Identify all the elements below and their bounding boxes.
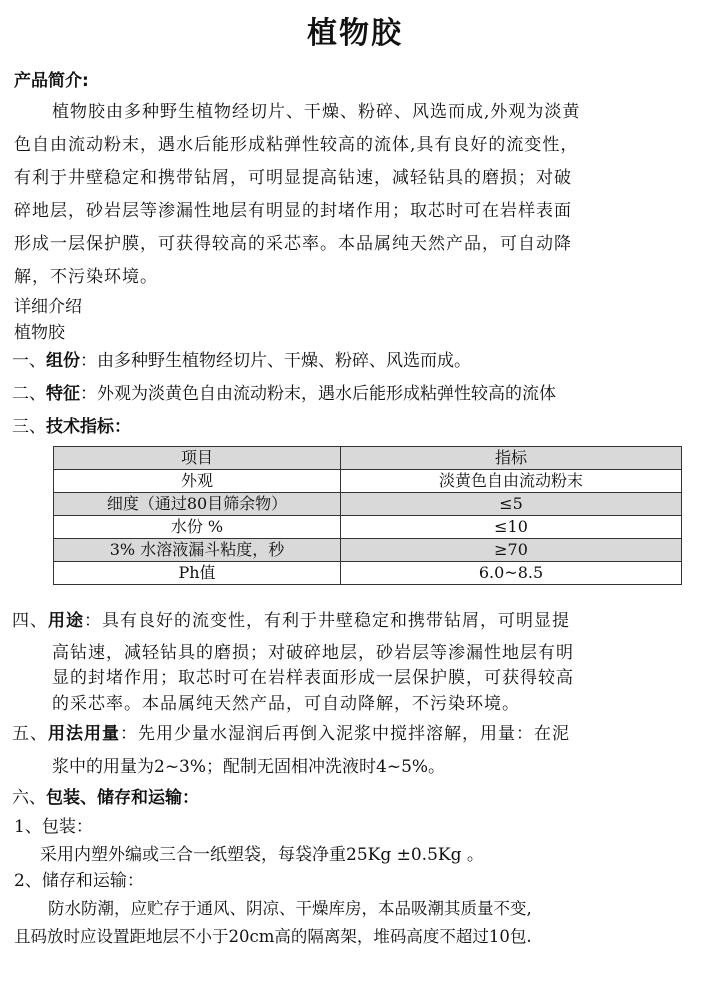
table-header: 指标	[341, 447, 682, 470]
intro-line: 色自由流动粉末，遇水后能形成粘弹性较高的流体,具有良好的流变性，	[14, 135, 579, 155]
transport-line: 防水防潮，应贮存于通风、阴凉、干燥库房，本品吸潮其质量不变,	[48, 899, 532, 918]
section-heading: 技术指标	[46, 417, 114, 437]
intro-heading: 产品简介:	[14, 71, 89, 91]
table-row	[54, 470, 682, 493]
table-header: 项目	[54, 447, 341, 470]
table-row	[54, 539, 682, 562]
table-cell: 3% 水溶液漏斗粘度，秒	[54, 539, 341, 562]
product-name: 植物胶	[14, 323, 65, 343]
intro-line: 碎地层，砂岩层等渗漏性地层有明显的封堵作用；取芯时可在岩样表面	[14, 201, 572, 221]
transport-line: 且码放时应设置距地层不小于20cm高的隔离架，堆码高度不超过10包.	[14, 927, 532, 946]
tech-section	[12, 414, 131, 440]
table-cell: 6.0~8.5	[341, 562, 682, 585]
intro-line: 形成一层保护膜，可获得较高的采芯率。本品属纯天然产品，可自动降	[14, 234, 572, 254]
section-heading: 用法用量	[48, 724, 120, 744]
section-number: 五、	[12, 724, 48, 744]
detail-label: 详细介绍	[14, 297, 82, 317]
table-row	[54, 516, 682, 539]
table-cell: Ph值	[54, 562, 341, 585]
table-cell: 淡黄色自由流动粉末	[341, 470, 682, 493]
section-text: ：具有良好的流变性，有利于井壁稳定和携带钻屑，可明显提	[84, 611, 570, 631]
composition-section	[12, 348, 471, 374]
usage-line: 显的封堵作用；取芯时可在岩样表面形成一层保护膜，可获得较高	[52, 668, 574, 688]
dosage-section	[12, 721, 570, 747]
packing-label: 1、包装：	[14, 817, 93, 837]
feature-section	[12, 381, 556, 407]
intro-line: 有利于井壁稳定和携带钻屑，可明显提高钻速，减轻钻具的磨损；对破	[14, 168, 572, 188]
page-title: 植物胶	[307, 16, 403, 51]
section-colon: ：	[182, 788, 199, 808]
section-number: 三、	[12, 417, 46, 437]
storage-section	[12, 785, 199, 811]
section-number: 四、	[12, 611, 48, 631]
table-cell: ≤5	[341, 493, 682, 516]
section-colon: ：	[114, 417, 131, 437]
spec-table	[53, 446, 682, 585]
section-text: ：外观为淡黄色自由流动粉末，遇水后能形成粘弹性较高的流体	[80, 384, 556, 404]
table-row	[54, 562, 682, 585]
usage-section	[12, 608, 570, 634]
section-number: 二、	[12, 384, 46, 404]
section-number: 六、	[12, 788, 46, 808]
table-cell: ≥70	[341, 539, 682, 562]
usage-line: 的采芯率。本品属纯天然产品，可自动降解，不污染环境。	[52, 694, 520, 714]
section-number: 一、	[12, 351, 46, 371]
usage-line: 高钻速，减轻钻具的磨损；对破碎地层，砂岩层等渗漏性地层有明	[52, 643, 574, 663]
table-header-row	[54, 447, 682, 470]
table-cell: 水份 %	[54, 516, 341, 539]
packing-text: 采用内塑外编或三合一纸塑袋，每袋净重25Kg ±0.5Kg 。	[40, 845, 484, 865]
section-text: ：先用少量水湿润后再倒入泥浆中搅拌溶解，用量：在泥	[120, 724, 570, 744]
table-row	[54, 493, 682, 516]
table-cell: 细度（通过80目筛余物）	[54, 493, 341, 516]
section-heading: 用途	[48, 611, 84, 631]
intro-line: 植物胶由多种野生植物经切片、干燥、粉碎、风选而成,外观为淡黄	[52, 102, 581, 122]
table-cell: ≤10	[341, 516, 682, 539]
dosage-line: 浆中的用量为2~3%；配制无固相冲洗液时4~5%。	[52, 757, 446, 777]
section-heading: 组份	[46, 351, 80, 371]
section-heading: 包装、储存和运输	[46, 788, 182, 808]
transport-label: 2、储存和运输：	[14, 871, 144, 891]
section-heading: 特征	[46, 384, 80, 404]
section-text: ：由多种野生植物经切片、干燥、粉碎、风选而成。	[80, 351, 471, 371]
table-cell: 外观	[54, 470, 341, 493]
intro-line: 解，不污染环境。	[14, 267, 158, 287]
